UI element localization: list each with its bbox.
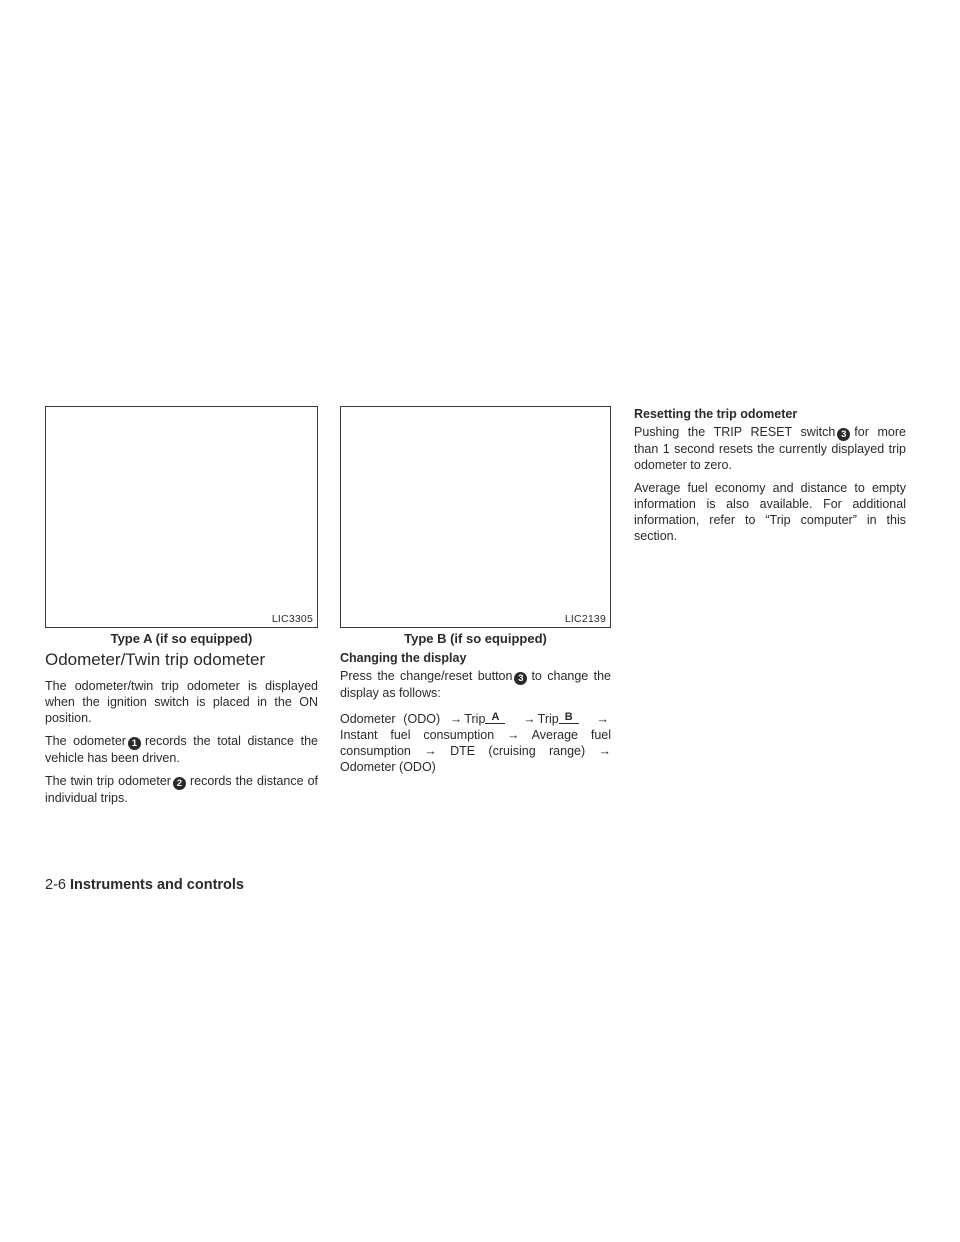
callout-number-icon: 2 — [173, 777, 186, 790]
text: The twin trip odometer — [45, 774, 171, 788]
text: Instant fuel consumption → Average fuel consumption → DTE (cruising range) → Odometer (ODO) — [340, 728, 611, 774]
figure-code: LIC2139 — [564, 613, 606, 625]
page-number: 2-6 — [45, 877, 66, 893]
figure-caption-type-b: Type B (if so equipped) — [404, 631, 547, 646]
text: for more than 1 second resets the currently displayed trip odometer to zero. — [634, 425, 906, 472]
text: records the total distance the vehicle has been driven. — [45, 734, 318, 765]
arrow-icon: → — [523, 712, 536, 726]
section-title: Instruments and controls — [69, 877, 244, 893]
figure-caption-type-a: Type A (if so equipped) — [110, 631, 253, 646]
figure-type-b — [340, 406, 611, 628]
text: The odometer — [45, 734, 126, 748]
callout-number-icon: 1 — [128, 737, 141, 750]
arrow-icon: → — [449, 712, 463, 726]
text: to change the display as follows: — [340, 669, 611, 700]
page-footer — [45, 876, 244, 894]
figure-type-a — [45, 406, 318, 628]
subheading: Resetting the trip odometer — [634, 407, 798, 421]
subheading: Changing the display — [340, 651, 467, 665]
callout-number-icon: 3 — [514, 672, 527, 685]
paragraph — [634, 424, 906, 473]
text: Pushing the TRIP RESET switch — [634, 425, 836, 439]
paragraph: Average fuel economy and distance to empty information is also available. For additional information, refer to “Trip computer” in this section. — [634, 481, 906, 543]
arrow-icon: → — [596, 712, 609, 726]
text: Press the change/reset button — [340, 669, 513, 683]
callout-number-icon: 3 — [837, 428, 850, 441]
trip-b-icon: B — [559, 711, 579, 724]
left-column — [45, 650, 318, 813]
text: Trip — [537, 712, 559, 726]
figure-code: LIC3305 — [271, 613, 313, 625]
right-column — [634, 406, 906, 551]
display-sequence — [340, 711, 611, 775]
paragraph: The odometer/twin trip odometer is displayed when the ignition switch is placed in the ON position. — [45, 679, 318, 725]
paragraph — [340, 668, 611, 701]
middle-column — [340, 650, 611, 782]
text: records the distance of individual trips. — [45, 774, 318, 805]
trip-a-icon: A — [485, 711, 505, 724]
text: Odometer (ODO) — [340, 712, 441, 726]
paragraph — [45, 733, 318, 766]
text: Trip — [464, 712, 486, 726]
section-heading: Odometer/Twin trip odometer — [45, 650, 266, 669]
paragraph — [45, 773, 318, 806]
